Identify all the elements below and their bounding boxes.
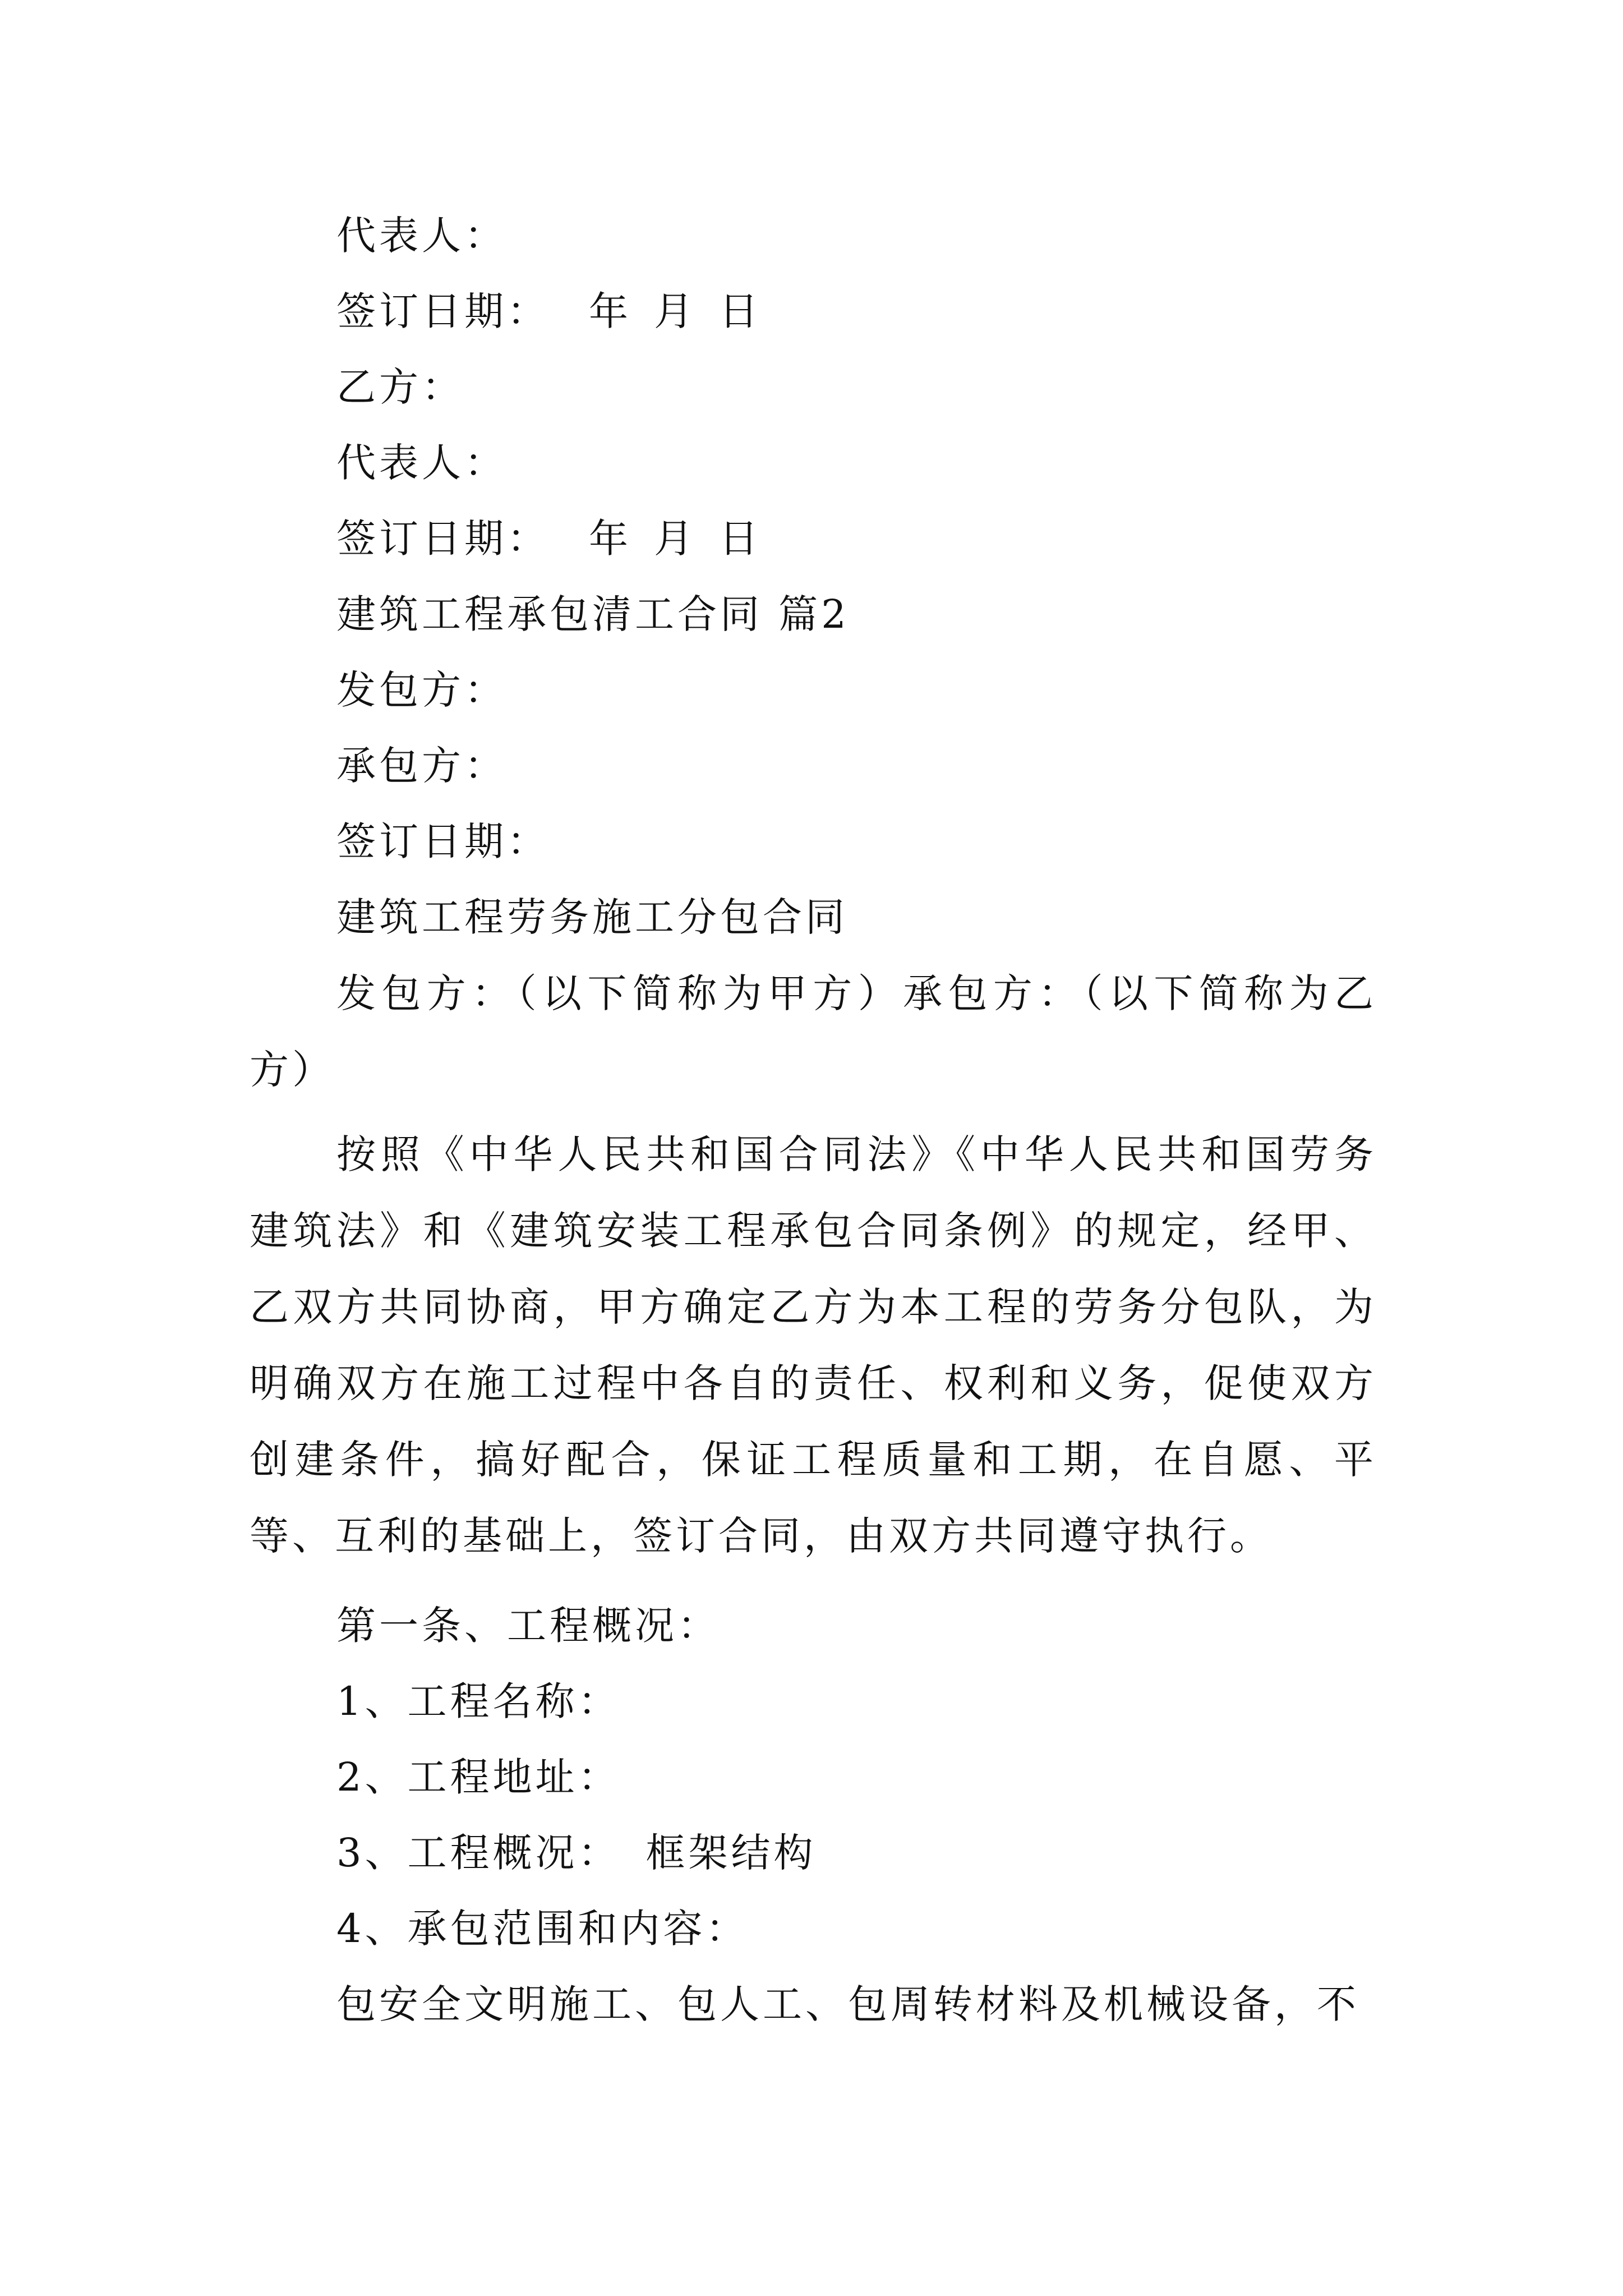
day-label: 日 <box>719 516 762 562</box>
intro-paragraph: 按照《中华人民共和国合同法》《中华人民共和国劳务建筑法》和《建筑安装工程承包合同条例》的规定，经甲、乙双方共同协商，甲方确定乙方为本工程的劳务分包队，为明确双方在施工过程中各自的责任、权利和义务，促使双方创建条件，搞好配合，保证工程质量和工期，在自愿、平等、互利的基础上，签订合同，由双方共同遵守执行。 <box>250 1131 1377 1559</box>
signing-date-line-2 <box>336 510 762 567</box>
contract-title: 建筑工程劳务施工分包合同 <box>336 894 848 940</box>
parties-paragraph: 发包方：（以下简称为甲方）承包方：（以下简称为乙方） <box>250 970 1377 1093</box>
article-1-item-4: 4、承包范围和内容： <box>336 1906 749 1952</box>
scope-line: 包安全文明施工、包人工、包周转材料及机械设备，不 <box>336 1981 1359 2027</box>
representative-line-1: 代表人： <box>336 213 507 259</box>
signing-date-label: 签订日期： <box>336 516 550 562</box>
month-label: 月 <box>654 516 697 562</box>
party-b-line: 乙方： <box>336 364 464 410</box>
signing-date-line-3: 签订日期： <box>336 818 550 864</box>
article-1-item-2: 2、工程地址： <box>336 1754 621 1800</box>
signing-date-line-1 <box>336 283 762 339</box>
article-1-item-3 <box>336 1825 817 1881</box>
year-label: 年 <box>589 516 631 562</box>
representative-line-2: 代表人： <box>336 440 507 486</box>
item-label: 3、工程概况： <box>336 1830 621 1876</box>
signing-date-label: 签订日期： <box>336 288 550 334</box>
section-title: 建筑工程承包清工合同 篇2 <box>336 591 850 637</box>
article-1-heading: 第一条、工程概况： <box>336 1603 720 1649</box>
contractor-line: 承包方： <box>336 743 507 789</box>
day-label: 日 <box>719 288 762 334</box>
article-1-item-1: 1、工程名称： <box>336 1678 621 1724</box>
item-value: 框架结构 <box>645 1830 817 1876</box>
contractor-issuer-line: 发包方： <box>336 667 507 713</box>
year-label: 年 <box>589 288 631 334</box>
month-label: 月 <box>654 288 697 334</box>
